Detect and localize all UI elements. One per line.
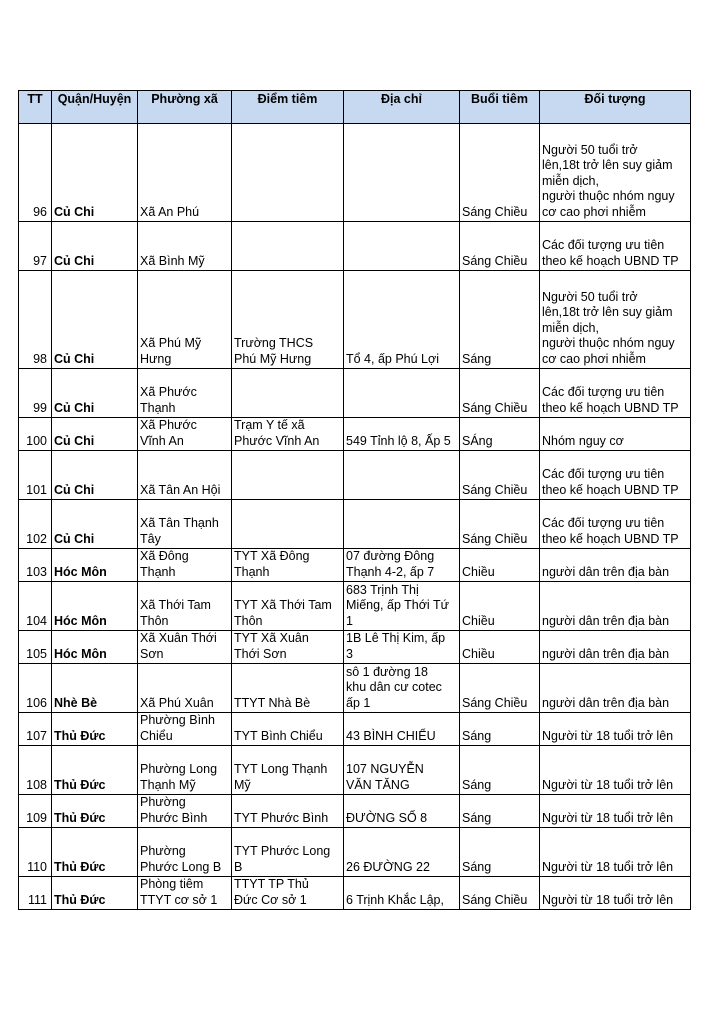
address-cell: 549 Tỉnh lộ 8, Ấp 5 bbox=[344, 418, 460, 451]
table-row bbox=[19, 451, 691, 500]
target-group-cell: Người 50 tuổi trở lên,18t trở lên suy giảm miễn dịch, người thuộc nhóm nguy cơ cao phơi nhiễm bbox=[540, 124, 691, 222]
row-number: 110 bbox=[19, 828, 52, 877]
ward-cell: Xã Bình Mỹ bbox=[138, 222, 232, 271]
header-ward: Phường xã bbox=[138, 91, 232, 124]
session-cell: Sáng Chiều bbox=[460, 500, 540, 549]
table-row bbox=[19, 877, 691, 910]
target-group-cell: Người từ 18 tuổi trở lên bbox=[540, 828, 691, 877]
district-cell: Củ Chi bbox=[52, 222, 138, 271]
address-cell: 683 Trịnh Thị Miếng, ấp Thới Tứ 1 bbox=[344, 582, 460, 631]
row-number: 104 bbox=[19, 582, 52, 631]
address-cell: ĐƯỜNG SỐ 8 bbox=[344, 795, 460, 828]
header-district: Quận/Huyện bbox=[52, 91, 138, 124]
target-group-cell: Người từ 18 tuổi trở lên bbox=[540, 713, 691, 746]
session-cell: SÁng bbox=[460, 418, 540, 451]
district-cell: Củ Chi bbox=[52, 369, 138, 418]
session-cell: Sáng bbox=[460, 746, 540, 795]
address-cell: 1B Lê Thị Kim, ấp 3 bbox=[344, 631, 460, 664]
vaccination-site-cell: TYT Phước Long B bbox=[232, 828, 344, 877]
district-cell: Hóc Môn bbox=[52, 631, 138, 664]
address-cell: 43 BÌNH CHIỂU bbox=[344, 713, 460, 746]
table-row bbox=[19, 500, 691, 549]
vaccination-site-cell: TYT Bình Chiểu bbox=[232, 713, 344, 746]
ward-cell: Xã Tân Thạnh Tây bbox=[138, 500, 232, 549]
vaccination-site-cell: TYT Xã Thới Tam Thôn bbox=[232, 582, 344, 631]
vaccination-site-cell: Trường THCS Phú Mỹ Hưng bbox=[232, 271, 344, 369]
row-number: 106 bbox=[19, 664, 52, 713]
vaccination-site-cell: TYT Xã Đông Thạnh bbox=[232, 549, 344, 582]
target-group-cell: Các đối tượng ưu tiên theo kế hoạch UBND TP bbox=[540, 500, 691, 549]
session-cell: Sáng bbox=[460, 271, 540, 369]
target-group-cell: Các đối tượng ưu tiên theo kế hoạch UBND TP bbox=[540, 451, 691, 500]
ward-cell: Xã Xuân Thới Sơn bbox=[138, 631, 232, 664]
session-cell: Sáng Chiều bbox=[460, 451, 540, 500]
ward-cell: Phường Long Thạnh Mỹ bbox=[138, 746, 232, 795]
vaccination-site-cell: TYT Phước Bình bbox=[232, 795, 344, 828]
session-cell: Sáng Chiều bbox=[460, 124, 540, 222]
row-number: 105 bbox=[19, 631, 52, 664]
address-cell bbox=[344, 369, 460, 418]
vaccination-schedule-page bbox=[18, 90, 690, 910]
row-number: 97 bbox=[19, 222, 52, 271]
session-cell: Sáng bbox=[460, 713, 540, 746]
table-row bbox=[19, 713, 691, 746]
ward-cell: Phường Phước Bình bbox=[138, 795, 232, 828]
session-cell: Sáng bbox=[460, 828, 540, 877]
row-number: 101 bbox=[19, 451, 52, 500]
row-number: 107 bbox=[19, 713, 52, 746]
address-cell: 107 NGUYỄN VĂN TĂNG bbox=[344, 746, 460, 795]
address-cell bbox=[344, 451, 460, 500]
district-cell: Thủ Đức bbox=[52, 877, 138, 910]
address-cell: 26 ĐƯỜNG 22 bbox=[344, 828, 460, 877]
ward-cell: Xã Phú Mỹ Hưng bbox=[138, 271, 232, 369]
table-header-row bbox=[19, 91, 691, 124]
target-group-cell: Các đối tượng ưu tiên theo kế hoạch UBND TP bbox=[540, 369, 691, 418]
district-cell: Thủ Đức bbox=[52, 795, 138, 828]
vaccination-site-cell bbox=[232, 451, 344, 500]
row-number: 109 bbox=[19, 795, 52, 828]
ward-cell: Phòng tiêm TTYT cơ sở 1 bbox=[138, 877, 232, 910]
district-cell: Thủ Đức bbox=[52, 713, 138, 746]
row-number: 96 bbox=[19, 124, 52, 222]
target-group-cell: người dân trên địa bàn bbox=[540, 664, 691, 713]
address-cell bbox=[344, 222, 460, 271]
table-row bbox=[19, 582, 691, 631]
address-cell: 6 Trịnh Khắc Lập, bbox=[344, 877, 460, 910]
target-group-cell: Các đối tượng ưu tiên theo kế hoạch UBND TP bbox=[540, 222, 691, 271]
row-number: 100 bbox=[19, 418, 52, 451]
row-number: 111 bbox=[19, 877, 52, 910]
ward-cell: Xã Tân An Hội bbox=[138, 451, 232, 500]
table-row bbox=[19, 795, 691, 828]
vaccination-site-cell: TTYT TP Thủ Đức Cơ sở 1 bbox=[232, 877, 344, 910]
vaccination-site-cell bbox=[232, 369, 344, 418]
address-cell bbox=[344, 124, 460, 222]
vaccination-site-cell bbox=[232, 124, 344, 222]
header-vaccination-site: Điểm tiêm bbox=[232, 91, 344, 124]
address-cell: sô 1 đường 18 khu dân cư cotec ấp 1 bbox=[344, 664, 460, 713]
row-number: 98 bbox=[19, 271, 52, 369]
table-row bbox=[19, 828, 691, 877]
district-cell: Củ Chi bbox=[52, 418, 138, 451]
target-group-cell: người dân trên địa bàn bbox=[540, 631, 691, 664]
district-cell: Củ Chi bbox=[52, 124, 138, 222]
target-group-cell: người dân trên địa bàn bbox=[540, 582, 691, 631]
row-number: 108 bbox=[19, 746, 52, 795]
ward-cell: Xã Đông Thạnh bbox=[138, 549, 232, 582]
address-cell bbox=[344, 500, 460, 549]
ward-cell: Xã Phú Xuân bbox=[138, 664, 232, 713]
district-cell: Thủ Đức bbox=[52, 746, 138, 795]
row-number: 99 bbox=[19, 369, 52, 418]
vaccination-site-cell bbox=[232, 500, 344, 549]
table-row bbox=[19, 746, 691, 795]
district-cell: Hóc Môn bbox=[52, 549, 138, 582]
session-cell: Sáng Chiều bbox=[460, 664, 540, 713]
address-cell: 07 đường Đông Thạnh 4-2, ấp 7 bbox=[344, 549, 460, 582]
target-group-cell: Người từ 18 tuổi trở lên bbox=[540, 795, 691, 828]
address-cell: Tổ 4, ấp Phú Lợi bbox=[344, 271, 460, 369]
vaccination-site-cell: Trạm Y tế xã Phước Vĩnh An bbox=[232, 418, 344, 451]
ward-cell: Xã Phước Thạnh bbox=[138, 369, 232, 418]
table-row bbox=[19, 222, 691, 271]
district-cell: Nhè Bè bbox=[52, 664, 138, 713]
row-number: 102 bbox=[19, 500, 52, 549]
vaccination-site-cell: TYT Long Thạnh Mỹ bbox=[232, 746, 344, 795]
table-row bbox=[19, 271, 691, 369]
district-cell: Thủ Đức bbox=[52, 828, 138, 877]
table-row bbox=[19, 664, 691, 713]
header-session: Buổi tiêm bbox=[460, 91, 540, 124]
session-cell: Sáng bbox=[460, 795, 540, 828]
district-cell: Củ Chi bbox=[52, 451, 138, 500]
ward-cell: Phường Bình Chiểu bbox=[138, 713, 232, 746]
ward-cell: Xã An Phú bbox=[138, 124, 232, 222]
vaccination-site-cell bbox=[232, 222, 344, 271]
district-cell: Củ Chi bbox=[52, 500, 138, 549]
session-cell: Chiều bbox=[460, 549, 540, 582]
target-group-cell: Người 50 tuổi trở lên,18t trở lên suy giảm miễn dịch, người thuộc nhóm nguy cơ cao phơi nhiễm bbox=[540, 271, 691, 369]
ward-cell: Phường Phước Long B bbox=[138, 828, 232, 877]
table-row bbox=[19, 631, 691, 664]
ward-cell: Xã Thới Tam Thôn bbox=[138, 582, 232, 631]
target-group-cell: Người từ 18 tuổi trở lên bbox=[540, 877, 691, 910]
session-cell: Chiều bbox=[460, 582, 540, 631]
ward-cell: Xã Phước Vĩnh An bbox=[138, 418, 232, 451]
header-tt: TT bbox=[19, 91, 52, 124]
header-address: Địa chỉ bbox=[344, 91, 460, 124]
target-group-cell: Nhóm nguy cơ bbox=[540, 418, 691, 451]
district-cell: Củ Chi bbox=[52, 271, 138, 369]
session-cell: Chiều bbox=[460, 631, 540, 664]
vaccination-sites-table bbox=[18, 90, 691, 910]
header-target-group: Đối tượng bbox=[540, 91, 691, 124]
table-row bbox=[19, 549, 691, 582]
vaccination-site-cell: TYT Xã Xuân Thới Sơn bbox=[232, 631, 344, 664]
vaccination-site-cell: TTYT Nhà Bè bbox=[232, 664, 344, 713]
district-cell: Hóc Môn bbox=[52, 582, 138, 631]
session-cell: Sáng Chiều bbox=[460, 222, 540, 271]
row-number: 103 bbox=[19, 549, 52, 582]
table-row bbox=[19, 418, 691, 451]
table-row bbox=[19, 124, 691, 222]
table-row bbox=[19, 369, 691, 418]
session-cell: Sáng Chiều bbox=[460, 877, 540, 910]
target-group-cell: người dân trên địa bàn bbox=[540, 549, 691, 582]
session-cell: Sáng Chiều bbox=[460, 369, 540, 418]
target-group-cell: Người từ 18 tuổi trở lên bbox=[540, 746, 691, 795]
